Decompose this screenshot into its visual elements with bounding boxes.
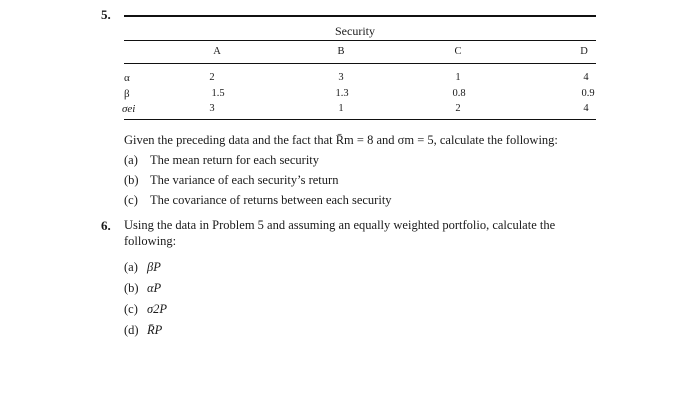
row-label-sigma-ei: σei bbox=[122, 103, 136, 115]
col-header-d: D bbox=[580, 46, 588, 57]
p6-item-c-label: (c) bbox=[124, 302, 138, 316]
p5-item-b-label: (b) bbox=[124, 173, 139, 187]
p5-item-a-text: The mean return for each security bbox=[150, 153, 320, 167]
row-label-alpha: α bbox=[124, 72, 130, 84]
cell-alpha-d: 4 bbox=[583, 72, 589, 83]
p6-item-a-label: (a) bbox=[124, 260, 138, 274]
problem-5-intro: Given the preceding data and the fact that R̄m = 8 and σm = 5, calculate the following: bbox=[124, 133, 558, 147]
header-rule bbox=[124, 40, 596, 41]
col-header-c: C bbox=[454, 46, 462, 57]
cell-sigma-b: 1 bbox=[338, 103, 344, 114]
cell-beta-a: 1.5 bbox=[211, 88, 225, 99]
cell-alpha-c: 1 bbox=[455, 72, 461, 83]
cell-alpha-b: 3 bbox=[338, 72, 344, 83]
cell-alpha-a: 2 bbox=[209, 72, 215, 83]
cell-beta-d: 0.9 bbox=[581, 88, 595, 99]
p5-item-c-label: (c) bbox=[124, 193, 138, 207]
p6-item-a-text: βP bbox=[147, 260, 161, 274]
problem-6-number: 6. bbox=[101, 218, 111, 233]
col-header-b: B bbox=[337, 46, 345, 57]
cell-beta-b: 1.3 bbox=[335, 88, 349, 99]
p6-item-b-text: αP bbox=[147, 281, 162, 295]
problem-5-number: 5. bbox=[101, 7, 111, 22]
p6-item-c-text: σ2P bbox=[147, 302, 168, 316]
top-rule bbox=[124, 15, 596, 17]
p5-item-c-text: The covariance of returns between each security bbox=[150, 193, 392, 207]
table-group-header: Security bbox=[335, 24, 375, 38]
p5-item-a-label: (a) bbox=[124, 153, 138, 167]
p5-item-b-text: The variance of each security’s return bbox=[150, 173, 339, 187]
p6-item-d-label: (d) bbox=[124, 323, 139, 337]
table-bottom-rule bbox=[124, 119, 596, 120]
cell-sigma-c: 2 bbox=[455, 103, 461, 114]
p6-item-b-label: (b) bbox=[124, 281, 139, 295]
problem-6-intro-line-2: following: bbox=[124, 234, 177, 248]
row-label-beta: β bbox=[124, 88, 130, 100]
cell-sigma-a: 3 bbox=[209, 103, 215, 114]
problem-6-intro-line-1: Using the data in Problem 5 and assuming an equally weighted portfolio, calculate the bbox=[124, 218, 556, 232]
cell-beta-c: 0.8 bbox=[452, 88, 466, 99]
column-header-rule bbox=[124, 63, 596, 64]
cell-sigma-d: 4 bbox=[583, 103, 589, 114]
p6-item-d-text: R̄P bbox=[147, 323, 163, 337]
col-header-a: A bbox=[213, 46, 221, 57]
